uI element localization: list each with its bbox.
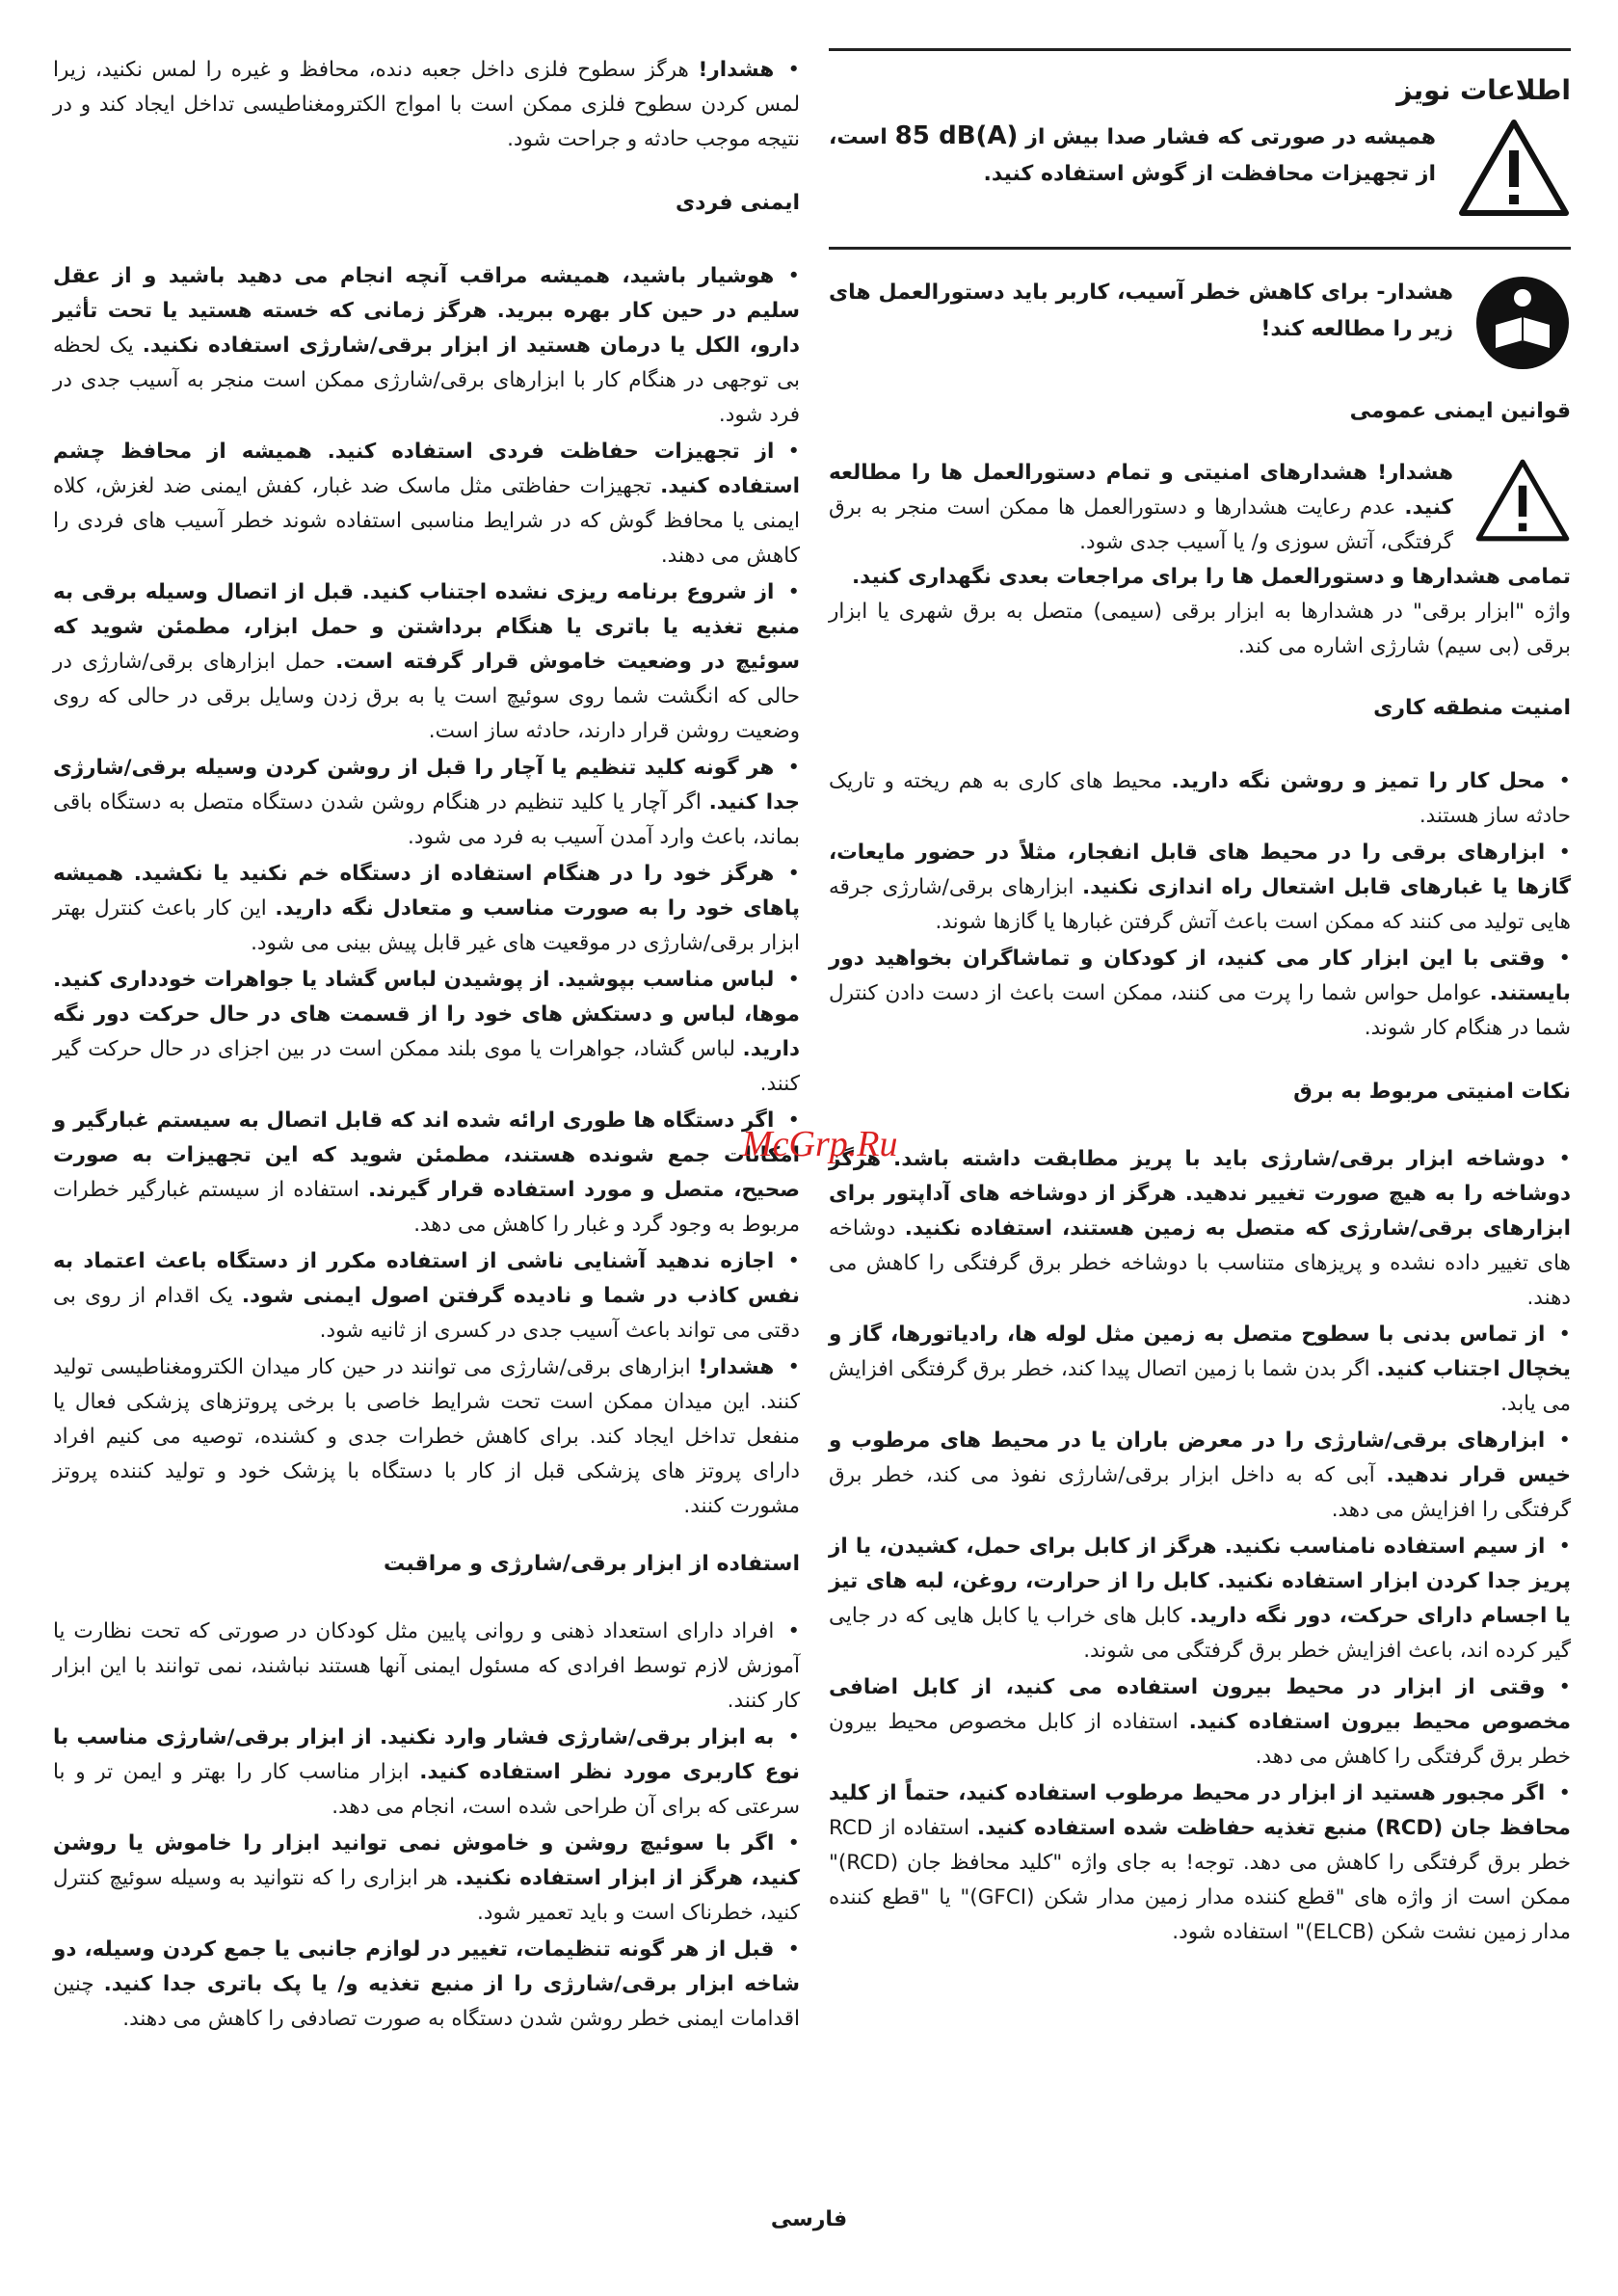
list-item: • اگر مجبور هستید از ابزار در محیط مرطوب استفاده کنید، حتماً از کلید محافظ جان (RCD) منبع تغذیه حفاظت شده استفاده کنید. استفاده از RCD خطر برق گرفتگی را کاهش می دهد. توجه! به جای واژه "کلید محافظ جان (RCD)" ممکن است از واژه های "قطع کننده مدار زمین مدار شکن (GFCI)" یا "قطع کننده مدار زمین نشت شکن (ELCB)" استفاده شود. bbox=[829, 1776, 1571, 1950]
list-item: • ابزارهای برقی را در محیط های قابل انفجار، مثلاً در حضور مایعات، گازها یا غبارهای قابل اشتعال راه اندازی نکنید. ابزارهای برقی/شارژی جرقه هایی تولید می کنند که ممکن است باعث آتش گرفتن غبارها یا گازها شوند. bbox=[829, 836, 1571, 940]
noise-text: همیشه در صورتی که فشار صدا بیش از 85 dB(A) است، از تجهیزات محافظت از گوش استفاده کنید. bbox=[829, 121, 1436, 186]
list-item: • از تماس بدنی با سطوح متصل به زمین مثل لوله ها، رادیاتورها، گاز و یخچال اجتناب کنید. اگر بدن شما با زمین اتصال پیدا کند، خطر برق گرفتگی افزایش می یابد. bbox=[829, 1318, 1571, 1422]
list-item: • از شروع برنامه ریزی نشده اجتناب کنید. قبل از اتصال وسیله برقی به منبع تغذیه یا باتری یا هنگام برداشتن و حمل ابزار، مطمئن شوید که سوئیچ در وضعیت خاموش قرار گرفته است. حمل ابزارهای برقی/شارژی در حالی که انگشت شما روی سوئیچ است یا به برق زدن وسایل برقی در حالی که روی وضعیت روشن قرار دارند، حادثه ساز است. bbox=[53, 575, 800, 749]
list-item: • اگر با سوئیچ روشن و خاموش نمی توانید ابزار را خاموش یا روشن کنید، هرگز از ابزار استفاده نکنید. هر ابزاری را که نتوانید به وسیله سوئیچ کنترل کنید، خطرناک است و باید تعمیر شود. bbox=[53, 1827, 800, 1931]
list-item: • هوشیار باشید، همیشه مراقب آنچه انجام می دهید باشید و از عقل سلیم در حین کار بهره ببرید. هرگز زمانی که خسته هستید یا تحت تأثیر دارو، الکل یا درمان هستید از ابزار برقی/شارژی استفاده نکنید. یک لحظه بی توجهی در هنگام کار با ابزارهای برقی/شارژی ممکن است منجر به آسیب جدی در فرد شود. bbox=[53, 259, 800, 433]
list-item: • هشدار! ابزارهای برقی/شارژی می توانند در حین کار میدان الکترومغناطیسی تولید کنند. این میدان ممکن است تحت شرایط خاصی با برخی پروتزهای پزشکی فعال یا منفعل تداخل ایجاد کند. برای کاهش خطرات جدی و کشنده، توصیه می کنیم افراد دارای پروتز های پزشکی قبل از کار با دستگاه با پزشک خود و تولید کننده پروتز مشورت کنند. bbox=[53, 1350, 800, 1524]
list-item: • هر گونه کلید تنظیم یا آچار را قبل از روشن کردن وسیله برقی/شارژی جدا کنید. اگر آچار یا کلید تنظیم در هنگام روشن شدن دستگاه متصل به دستگاه باقی بماند، باعث وارد آمدن آسیب به فرد می شود. bbox=[53, 751, 800, 855]
list-item: • اگر دستگاه ها طوری ارائه شده اند که قابل اتصال به سیستم غبارگیر و امکانات جمع شونده هستند، مطمئن شوید که این تجهیزات به صورت صحیح، متصل و مورد استفاده قرار گیرند. استفاده از سیستم غبارگیر خطرات مربوط به وجود گرد و غبار را کاهش می دهد. bbox=[53, 1104, 800, 1242]
list-item: • لباس مناسب بپوشید. از پوشیدن لباس گشاد یا جواهرات خودداری کنید. موها، لباس و دستکش های خود را از قسمت های در حال حرکت دور نگه دارید. لباس گشاد، جواهرات یا موی بلند ممکن است در بین اجزای در حال حرکت گیر کنند. bbox=[53, 963, 800, 1102]
general-warning bbox=[829, 456, 1571, 560]
noise-title: اطلاعات نویز bbox=[1396, 74, 1571, 106]
manual-warning bbox=[829, 275, 1571, 375]
list-item: • وقتی با این ابزار کار می کنید، از کودکان و تماشاگران بخواهید دور بایستند. عوامل حواس شما را پرت می کنند، ممکن است باعث از دست دادن کنترل شما در هنگام کار شوند. bbox=[829, 942, 1571, 1046]
list-item: • هشدار! هرگز سطوح فلزی داخل جعبه دنده، محافظ و غیره را لمس نکنید، زیرا لمس کردن سطوح فلزی ممکن است با امواج الکترومغناطیسی تداخل ایجاد کند و در نتیجه موجب حادثه و جراحت شود. bbox=[53, 53, 800, 157]
general-rules-title: قوانین ایمنی عمومی bbox=[1349, 399, 1571, 423]
list-item: • محل کار را تمیز و روشن نگه دارید. محیط های کاری به هم ریخته و تاریک حادثه ساز هستند. bbox=[829, 764, 1571, 834]
noise-value: 85 dB(A) bbox=[894, 121, 1019, 150]
watermark: McGrp.Ru bbox=[742, 1124, 898, 1164]
personal-safety-title: ایمنی فردی bbox=[676, 191, 800, 215]
electrical-title: نکات امنیتی مربوط به برق bbox=[1293, 1080, 1571, 1104]
top-rule bbox=[829, 48, 1571, 51]
list-item: • از سیم استفاده نامناسب نکنید. هرگز از کابل برای حمل، کشیدن، یا از پریز جدا کردن ابزار استفاده نکنید. کابل را از حرارت، روغن، لبه های تیز یا اجسام دارای حرکت، دور نگه دارید. کابل های خراب یا کابل هایی که در جایی گیر کرده اند، باعث افزایش خطر برق گرفتگی می شوند. bbox=[829, 1530, 1571, 1669]
keep-instructions: تمامی هشدارها و دستورالعمل ها را برای مراجعات بعدی نگهداری کنید. bbox=[852, 565, 1571, 589]
footer-language: فارسی bbox=[770, 2207, 848, 2231]
noise-warning bbox=[829, 118, 1571, 222]
list-item: • هرگز خود را در هنگام استفاده از دستگاه خم نکنید یا نکشید. همیشه پاهای خود را به صورت مناسب و متعادل نگه دارید. این کار باعث کنترل بهتر ابزار برقی/شارژی در موقعیت های غیر قابل پیش بینی می شود. bbox=[53, 857, 800, 961]
list-item: • به ابزار برقی/شارژی فشار وارد نکنید. از ابزار برقی/شارژی مناسب با نوع کاربری مورد نظر استفاده کنید. ابزار مناسب کار را بهتر و ایمن تر و با سرعتی که برای آن طراحی شده است، انجام می دهد. bbox=[53, 1721, 800, 1825]
warning-triangle-icon bbox=[1457, 118, 1571, 222]
manual-text: هشدار- برای کاهش خطر آسیب، کاربر باید دستورالعمل های زیر را مطالعه کند! bbox=[829, 280, 1453, 341]
work-area-title: امنیت منطقه کاری bbox=[1373, 696, 1571, 720]
list-item: • افراد دارای استعداد ذهنی و روانی پایین مثل کودکان در صورتی که تحت نظارت یا آموزش لازم توسط افرادی که مسئول ایمنی آنها هستند نباشند، نمی توانند با این ابزار کار کنند. bbox=[53, 1615, 800, 1719]
list-item: • دوشاخه ابزار برقی/شارژی باید با پریز مطابقت داشته باشد. هرگز دوشاخه را به هیچ صورت تغییر ندهید. هرگز از دوشاخه های آداپتور برای ابزارهای برقی/شارژی که متصل به زمین هستند، استفاده نکنید. دوشاخه های تغییر داده نشده و پریزهای متناسب با دوشاخه خطر برق گرفتگی را کاهش می دهند. bbox=[829, 1142, 1571, 1316]
list-item: • ابزارهای برقی/شارژی را در معرض باران یا در محیط های مرطوب و خیس قرار ندهید. آبی که به داخل ابزار برقی/شارژی نفوذ می کند، خطر برق گرفتگی را افزایش می دهد. bbox=[829, 1424, 1571, 1528]
right-column bbox=[829, 48, 1571, 1952]
list-item: • قبل از هر گونه تنظیمات، تغییر در لوازم جانبی یا جمع کردن وسیله، دو شاخه ابزار برقی/شارژی را از منبع تغذیه و/ یا پک باتری جدا کنید. چنین اقدامات ایمنی خطر روشن شدن دستگاه به صورت تصادفی را کاهش می دهند. bbox=[53, 1933, 800, 2037]
list-item: • از تجهیزات حفاظت فردی استفاده کنید. همیشه از محافظ چشم استفاده کنید. تجهیزات حفاظتی مثل ماسک ضد غبار، کفش ایمنی ضد لغزش، کلاه ایمنی یا محافظ گوش که در شرایط مناسبی استفاده شوند خطر آسیب های فردی را کاهش می دهند. bbox=[53, 435, 800, 574]
power-tool-term: واژه "ابزار برقی" در هشدارها به ابزار برقی (سیمی) متصل به برق شهری یا ابزار برقی (بی سیم) شارژی اشاره می کند. bbox=[829, 600, 1571, 658]
usage-title: استفاده از ابزار برقی/شارژی و مراقبت bbox=[384, 1552, 800, 1576]
list-item: • وقتی از ابزار در محیط بیرون استفاده می کنید، از کابل اضافی مخصوص محیط بیرون استفاده کنید. استفاده از کابل مخصوص محیط بیرون خطر برق گرفتگی را کاهش می دهد. bbox=[829, 1670, 1571, 1775]
read-manual-icon bbox=[1474, 275, 1571, 375]
list-item: • اجازه ندهید آشنایی ناشی از استفاده مکرر از دستگاه باعث اعتماد به نفس کاذب در شما و نادیده گرفتن اصول ایمنی شود. یک اقدام از روی بی دقتی می تواند باعث آسیب جدی در کسری از ثانیه شود. bbox=[53, 1244, 800, 1348]
warning-triangle-icon bbox=[1474, 456, 1571, 548]
left-column bbox=[53, 53, 800, 2039]
general-warning-text: هشدار! هشدارهای امنیتی و تمام دستورالعمل ها را مطالعه کنید. عدم رعایت هشدارها و دستورالعمل ها ممکن است منجر به برق گرفتگی، آتش سوزی و/ یا آسیب جدی شود. bbox=[829, 461, 1453, 554]
